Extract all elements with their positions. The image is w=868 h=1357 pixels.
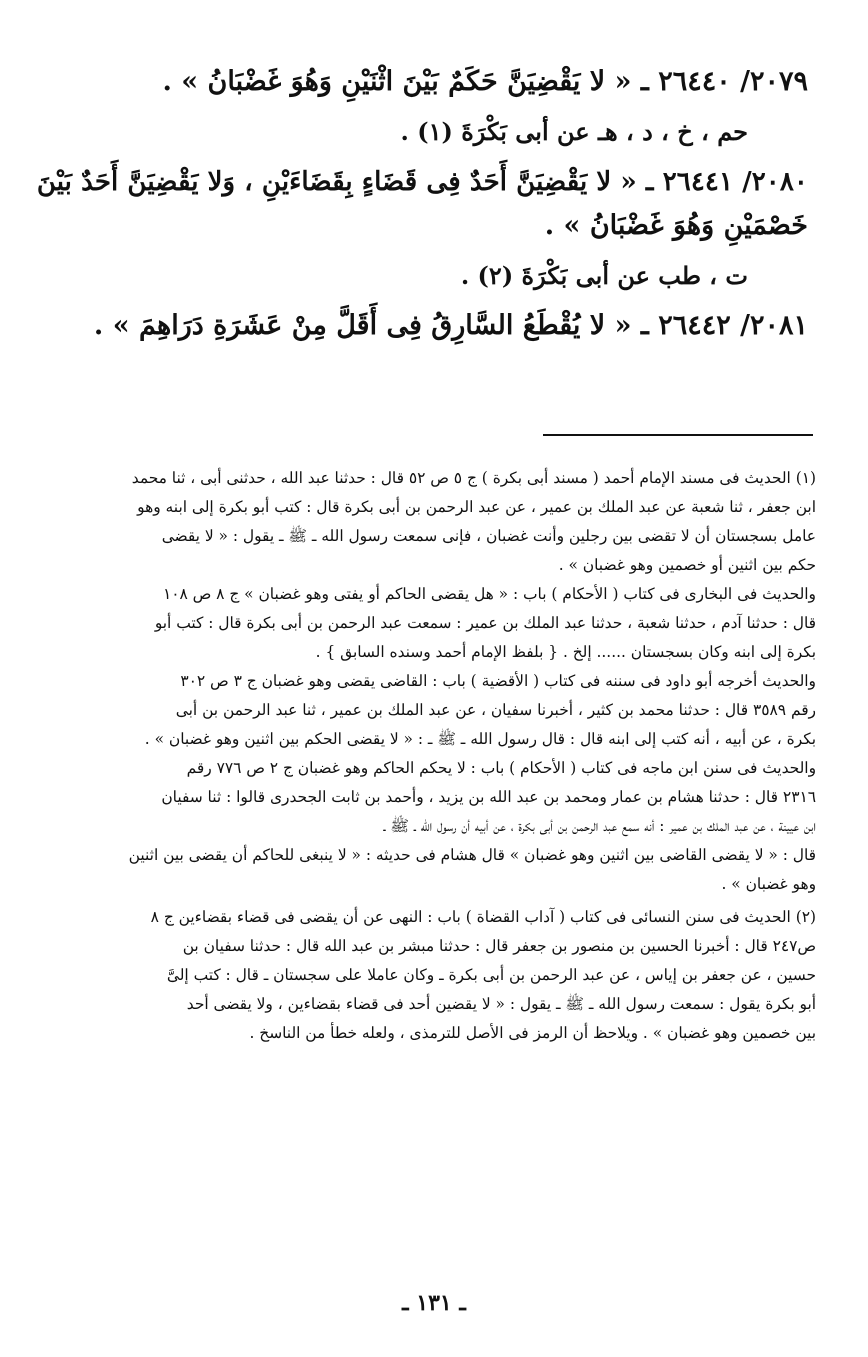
hadith-2081-line-1: ٢٠٨١/ ٢٦٤٤٢ ـ « لا يُقْطَعُ السَّارِقُ فِى أَقَلَّ مِنْ عَشَرَةِ دَرَاهِمَ » . xyxy=(93,310,808,341)
hadith-section xyxy=(30,60,808,356)
footnote-2-line: أبو بكرة يقول : سمعت رسول الله ـ ﷺ ـ يقول : « لا يقضين أحد فى قضاء بقضاءين ، ولا يقضى أحد xyxy=(186,995,816,1013)
footnote-1-line: رقم ٣٥٨٩ قال : حدثنا محمد بن كثير ، أخبرنا سفيان ، عن عبد الملك بن عمير ، ثنا عبد الرحمن بن أبى xyxy=(175,701,816,719)
hadith-2080-line-2: خَصْمَيْنِ وَهُوَ غَضْبَانُ » . xyxy=(544,210,808,241)
hadith-2080-line-1: ٢٠٨٠/ ٢٦٤٤١ ـ « لا يَقْضِيَنَّ أَحَدٌ فِى قَضَاءٍ بِقَضَاءَيْنِ ، وَلا يَقْضِيَنَّ أَحَدٌ بَيْنَ xyxy=(36,166,808,197)
footnote-1-line: قال : « لا يقضى القاضى بين اثنين وهو غضبان » قال هشام فى حديثه : « لا ينبغى للحاكم أن يقضى بين اثنين xyxy=(128,846,816,864)
footnote-1 xyxy=(40,464,816,899)
footnote-1-line: ٢٣١٦ قال : حدثنا هشام بن عمار ومحمد بن عبد الله بن يزيد ، وأحمد بن ثابت الجحدرى قالوا : ثنا سفيان xyxy=(161,788,816,806)
footnotes xyxy=(40,464,816,1052)
footnote-1-line: بكرة ، عن أبيه ، أنه كتب إلى ابنه قال : قال رسول الله ـ ﷺ ـ : « لا يقضى الحكم بين اثنين وهو غضبان » . xyxy=(144,730,816,748)
hadith-2080-source: ت ، طب عن أبى بَكْرَةَ (٢) . xyxy=(460,261,748,290)
footnote-2-line: بين خصمين وهو غضبان » . ويلاحظ أن الرمز فى الأصل للترمذى ، ولعله خطأ من الناسخ . xyxy=(249,1024,816,1042)
footnote-2-line: (٢) الحديث فى سنن النسائى فى كتاب ( آداب القضاة ) باب : النهى عن أن يقضى فى قضاء بقضاءين ج ٨ xyxy=(150,908,816,926)
footnote-2 xyxy=(40,903,816,1048)
footnote-1-line: وهو غضبان » . xyxy=(721,875,816,893)
hadith-2079-line-1: ٢٠٧٩/ ٢٦٤٤٠ ـ « لا يَقْضِيَنَّ حَكَمٌ بَيْنَ اثْنَيْنِ وَهُوَ غَضْبَانُ » . xyxy=(162,66,808,97)
footnote-separator xyxy=(543,434,813,436)
footnote-1-line: (١) الحديث فى مسند الإمام أحمد ( مسند أبى بكرة ) ج ٥ ص ٥٢ قال : حدثنا عبد الله ، حدثنى أبى ، ثنا محمد xyxy=(131,469,816,487)
page-number: ـ ١٣١ ـ xyxy=(402,1290,466,1316)
footnote-1-line: بكرة إلى ابنه وكان بسجستان ...... إلخ . { بلفظ الإمام أحمد وسنده السابق } . xyxy=(315,643,816,661)
footnote-1-line: قال : حدثنا آدم ، حدثنا شعبة ، حدثنا عبد الملك بن عمير : سمعت عبد الرحمن بن أبى بكرة قال : كتب أبو xyxy=(154,614,816,632)
footnote-1-line: والحديث فى البخارى فى كتاب ( الأحكام ) باب : « هل يقضى الحاكم أو يفتى وهو غضبان » ج ٨ ص ١٠٨ xyxy=(162,585,816,603)
footnote-1-line: عامل بسجستان أن لا تقضى بين رجلين وأنت غضبان ، فإنى سمعت رسول الله ـ ﷺ ـ يقول : « لا يقضى xyxy=(161,527,816,545)
footnote-1-line: ابن عيينة ، عن عبد الملك بن عمير : أنه سمع عبد الرحمن بن أبى بكرة ، عن أبيه أن رسول الله ـ ﷺ ـ xyxy=(383,817,816,835)
footnote-1-line: حكم بين اثنين أو خصمين وهو غضبان » . xyxy=(558,556,816,574)
footnote-1-line: ابن جعفر ، ثنا شعبة عن عبد الملك بن عمير ، عن عبد الرحمن بن أبى بكرة قال : كتب أبو بكرة إلى ابنه وهو xyxy=(137,498,816,516)
footnote-2-line: ص٢٤٧ قال : أخبرنا الحسين بن منصور بن جعفر قال : حدثنا مبشر بن عبد الله قال : حدثنا سفيان بن xyxy=(182,937,816,955)
footnote-2-line: حسين ، عن جعفر بن إياس ، عن عبد الرحمن بن أبى بكرة ـ وكان عاملا على سجستان ـ قال : كتب إلىَّ xyxy=(166,966,816,984)
footnote-1-line: والحديث أخرجه أبو داود فى سننه فى كتاب ( الأقضية ) باب : القاضى يقضى وهو غضبان ج ٣ ص ٣٠٢ xyxy=(180,672,816,690)
hadith-2079-source: حم ، خ ، د ، هـ عن أبى بَكْرَةَ (١) . xyxy=(400,117,748,146)
footnote-1-line: والحديث فى سنن ابن ماجه فى كتاب ( الأحكام ) باب : لا يحكم الحاكم وهو غضبان ج ٢ ص ٧٧٦ رقم xyxy=(186,759,816,777)
